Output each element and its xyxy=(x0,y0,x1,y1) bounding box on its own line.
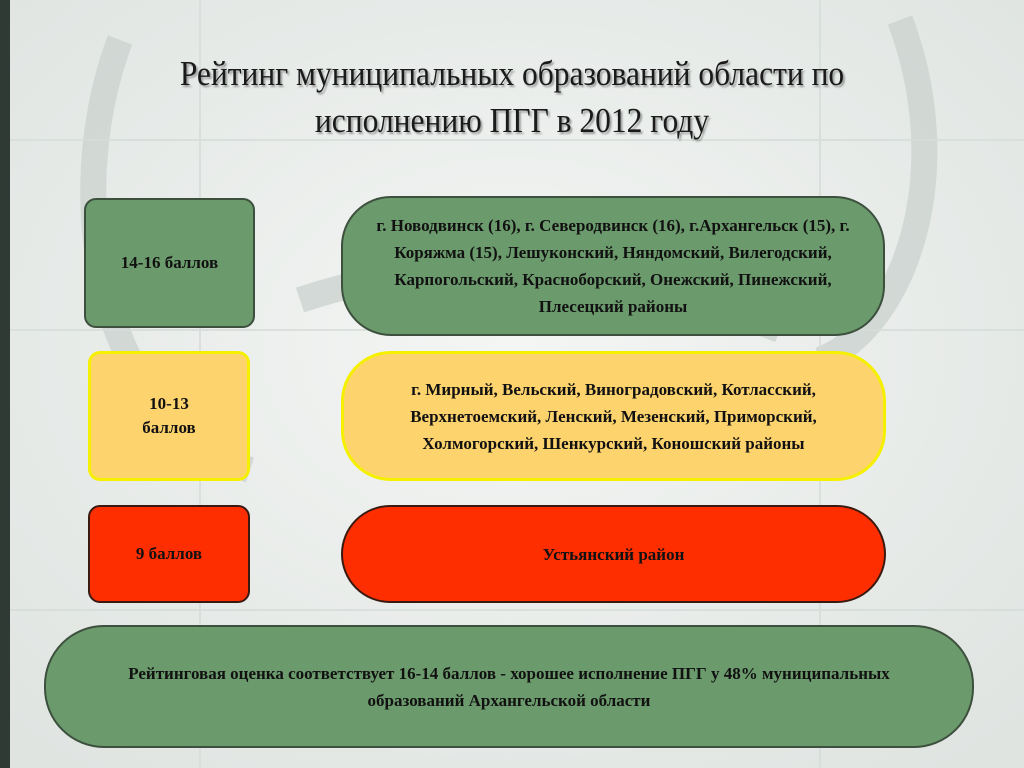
districts-pill-10-13 xyxy=(341,351,886,481)
districts-pill-9 xyxy=(341,505,886,603)
score-label-14-16 xyxy=(84,198,255,328)
districts-pill-14-16 xyxy=(341,196,885,336)
score-label-10-13 xyxy=(88,351,250,481)
score-label-text: 14-16 баллов xyxy=(120,253,219,272)
summary-box xyxy=(44,625,974,748)
districts-text: г. Мирный, Вельский, Виноградовский, Котласский, Верхнетоемский, Ленский, Мезенский, Приморский, Холмогорский, Шенкурский, Коношский районы xyxy=(410,379,817,453)
score-label-text: 9 баллов xyxy=(135,544,203,563)
districts-text: Устьянский район xyxy=(542,544,685,564)
districts-text: г. Новодвинск (16), г. Северодвинск (16), г.Архангельск (15), г. Коряжма (15), Лешуконский, Няндомский, Вилегодский, Карпогольский, Красноборский, Онежский, Пинежский, Плесецкий районы xyxy=(376,216,850,316)
score-label-9 xyxy=(88,505,250,603)
summary-text: Рейтинговая оценка соответствует 16-14 баллов - хорошее исполнение ПГГ у 48% муниципальных образований Архангельской области xyxy=(128,663,890,710)
slide-title: Рейтинг муниципальных образований области по исполнению ПГГ в 2012 году xyxy=(179,54,845,140)
score-label-text: 10-13 баллов xyxy=(142,394,196,437)
